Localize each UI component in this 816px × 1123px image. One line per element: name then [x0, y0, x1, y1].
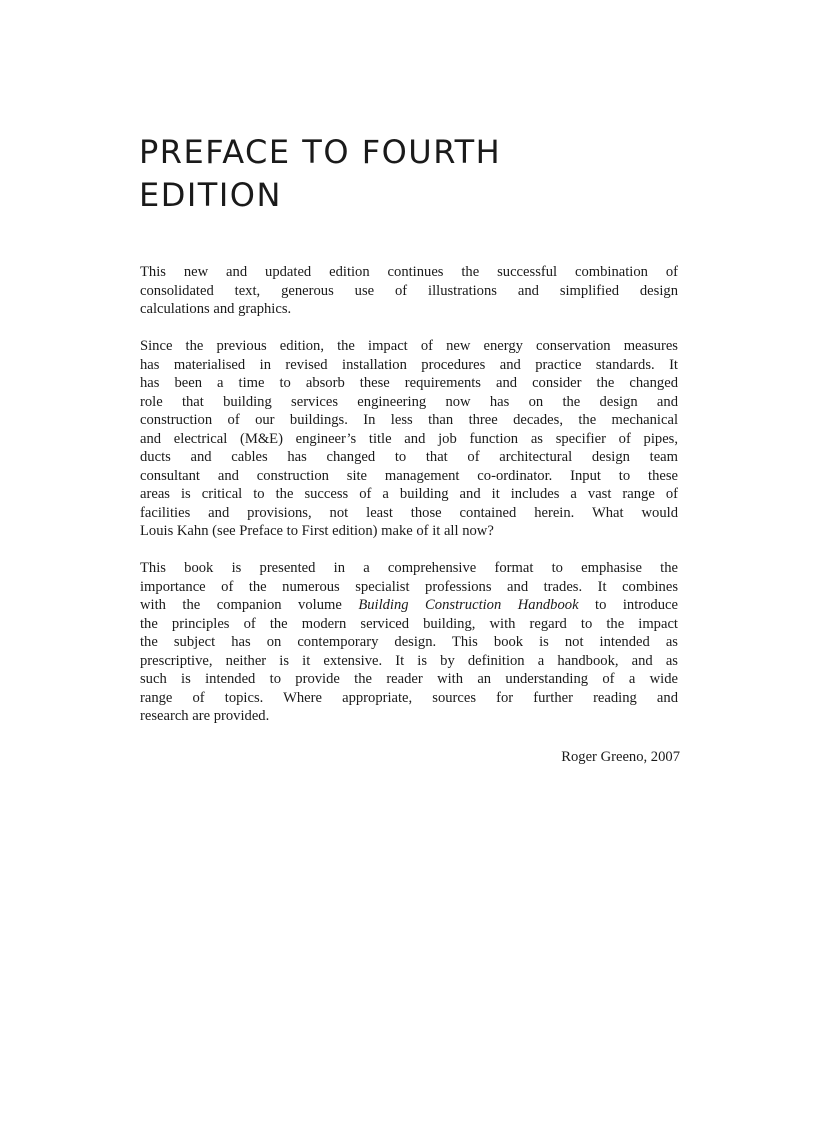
paragraph-3-line-8: range of topics. Where appropriate, sources for further reading and — [140, 689, 678, 706]
paragraph-2-line-6: and electrical (M&E) engineer’s title and job function as specifier of pipes, — [140, 430, 678, 447]
paragraph-2-line-2: has materialised in revised installation procedures and practice standards. It — [140, 356, 678, 373]
paragraph-3-line-6: prescriptive, neither is it extensive. It is by definition a handbook, and as — [140, 652, 678, 669]
paragraph-2-line-10: facilities and provisions, not least those contained herein. What would — [140, 504, 678, 521]
page-title — [139, 131, 699, 217]
paragraph-1-line-2: consolidated text, generous use of illustrations and simplified design — [140, 282, 678, 299]
paragraph-2-line-3: has been a time to absorb these requirements and consider the changed — [140, 375, 678, 391]
paragraph-3-line-7: such is intended to provide the reader with an understanding of a wide — [140, 671, 678, 687]
paragraph-3-line-2: importance of the numerous specialist professions and trades. It combines — [140, 578, 678, 595]
paragraph-2-line-9: areas is critical to the success of a building and it includes a vast range of — [140, 486, 678, 502]
paragraph-gap — [140, 541, 700, 560]
paragraph-3-line-1: This book is presented in a comprehensive format to emphasise the — [140, 560, 678, 576]
paragraph-3-text: with the companion volume — [140, 597, 359, 613]
paragraph-1-line-3: calculations and graphics. — [140, 301, 292, 317]
paragraph-3-line-5: the subject has on contemporary design. This book is not intended as — [140, 634, 678, 650]
paragraph-3-line-3 — [140, 596, 678, 615]
paragraph-2-line-8: consultant and construction site management co-ordinator. Input to these — [140, 467, 678, 484]
paragraph-2-line-7: ducts and cables has changed to that of architectural design team — [140, 449, 678, 465]
paragraph-2-line-4: role that building services engineering now has on the design and — [140, 393, 678, 410]
author-signature: Roger Greeno, 2007 — [561, 749, 680, 765]
paragraph-3-line-4: the principles of the modern serviced building, with regard to the impact — [140, 615, 678, 632]
paragraph-3-text: to introduce — [578, 597, 678, 613]
paragraph-gap — [140, 319, 700, 338]
page-title-line-2: EDITION — [139, 176, 282, 214]
paragraph-1-line-1: This new and updated edition continues the successful combination of — [140, 264, 678, 280]
paragraph-2-line-1: Since the previous edition, the impact of new energy conservation measures — [140, 338, 678, 354]
paragraph-2-line-11: Louis Kahn (see Preface to First edition) make of it all now? — [140, 523, 494, 539]
book-title-italic: Building Construction Handbook — [358, 597, 579, 613]
paragraph-2-line-5: construction of our buildings. In less than three decades, the mechanical — [140, 412, 678, 428]
preface-body — [140, 263, 700, 726]
page-title-line-1: PREFACE TO FOURTH — [139, 133, 502, 171]
paragraph-3-line-9: research are provided. — [140, 708, 270, 724]
